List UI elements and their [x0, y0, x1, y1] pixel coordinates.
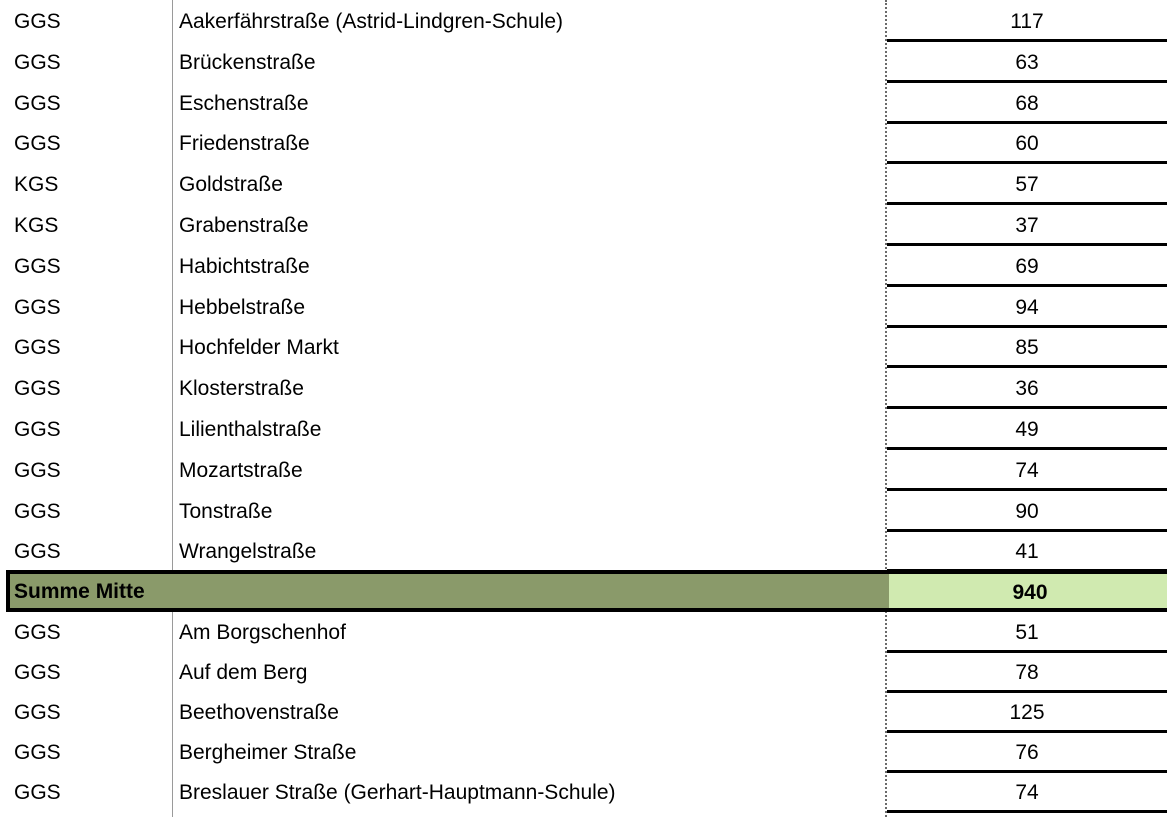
school-name-cell: Wrangelstraße — [179, 540, 317, 564]
value-cell: 90 — [1015, 499, 1039, 523]
school-name-cell: Lilienthalstraße — [179, 418, 322, 441]
value-cell: 76 — [1015, 741, 1039, 765]
summary-row — [6, 570, 1167, 612]
school-type-cell: GGS — [14, 540, 61, 564]
school-name-cell: Tonstraße — [179, 499, 273, 523]
value-cell: 41 — [1015, 540, 1039, 564]
school-type-cell: GGS — [14, 336, 61, 360]
school-name-cell: Auf dem Berg — [179, 661, 308, 685]
table-row — [0, 83, 1167, 123]
table-row — [0, 612, 1167, 652]
value-cell: 117 — [1010, 10, 1044, 33]
school-name-cell: Breslauer Straße (Gerhart-Hauptmann-Schule) — [179, 781, 616, 805]
school-name-cell: Eschenstraße — [179, 91, 309, 115]
school-type-cell: GGS — [14, 418, 61, 441]
school-type-cell: GGS — [14, 10, 61, 33]
table-row — [0, 1, 1167, 41]
value-cell: 60 — [1015, 132, 1039, 156]
school-name-cell: Brückenstraße — [179, 50, 316, 74]
value-cell: 57 — [1015, 173, 1039, 197]
school-type-cell: GGS — [14, 50, 61, 74]
school-name-cell: Beethovenstraße — [179, 701, 339, 725]
school-type-cell: GGS — [14, 741, 61, 765]
value-cell: 68 — [1015, 91, 1039, 115]
table-row — [0, 368, 1167, 408]
value-cell: 125 — [1009, 701, 1045, 725]
table-row — [0, 287, 1167, 327]
value-cell: 74 — [1015, 458, 1039, 482]
table-row — [0, 123, 1167, 163]
table-row — [0, 205, 1167, 245]
school-name-cell: Aakerfährstraße (Astrid-Lindgren-Schule) — [179, 10, 563, 33]
table-row — [0, 652, 1167, 692]
school-type-cell: GGS — [14, 458, 61, 482]
school-type-cell: GGS — [14, 254, 61, 278]
school-type-cell: GGS — [14, 701, 61, 725]
school-name-cell: Am Borgschenhof — [179, 621, 346, 644]
value-cell-border — [887, 810, 1167, 813]
value-cell: 51 — [1015, 621, 1039, 644]
school-type-cell: GGS — [14, 781, 61, 805]
school-name-cell: Friedenstraße — [179, 132, 310, 156]
school-type-cell: KGS — [14, 173, 59, 197]
school-type-cell: GGS — [14, 377, 61, 401]
summary-label: Summe Mitte — [14, 580, 145, 603]
value-cell: 85 — [1015, 336, 1039, 360]
value-cell: 69 — [1015, 254, 1039, 278]
table-row — [0, 772, 1167, 812]
school-name-cell: Grabenstraße — [179, 214, 309, 237]
school-type-cell: GGS — [14, 499, 61, 523]
value-cell: 78 — [1015, 661, 1039, 685]
school-name-cell: Hebbelstraße — [179, 295, 306, 319]
school-name-cell: Hochfelder Markt — [179, 336, 339, 360]
table-row — [0, 164, 1167, 204]
school-name-cell: Goldstraße — [179, 173, 283, 197]
school-name-cell: Habichtstraße — [179, 254, 310, 278]
school-name-cell: Bergheimer Straße — [179, 741, 357, 765]
school-name-cell: Klosterstraße — [179, 377, 304, 401]
value-cell: 49 — [1015, 418, 1039, 441]
table-row — [0, 450, 1167, 490]
table-row — [0, 327, 1167, 367]
school-type-cell: KGS — [14, 214, 59, 237]
value-cell: 94 — [1015, 295, 1039, 319]
table-row — [0, 692, 1167, 732]
school-type-cell: GGS — [14, 661, 61, 685]
table-row — [0, 246, 1167, 286]
school-type-cell: GGS — [14, 621, 61, 644]
value-cell: 37 — [1015, 214, 1039, 237]
table-row — [0, 732, 1167, 772]
school-type-cell: GGS — [14, 295, 61, 319]
value-cell: 74 — [1015, 781, 1039, 805]
school-name-cell: Mozartstraße — [179, 458, 303, 482]
school-type-cell: GGS — [14, 132, 61, 156]
school-type-cell: GGS — [14, 91, 61, 115]
summary-value: 940 — [889, 574, 1167, 608]
value-cell: 36 — [1015, 377, 1039, 401]
table-row — [0, 531, 1167, 571]
table-row — [0, 409, 1167, 449]
table-row — [0, 491, 1167, 531]
value-cell: 63 — [1015, 50, 1039, 74]
table-row — [0, 42, 1167, 82]
